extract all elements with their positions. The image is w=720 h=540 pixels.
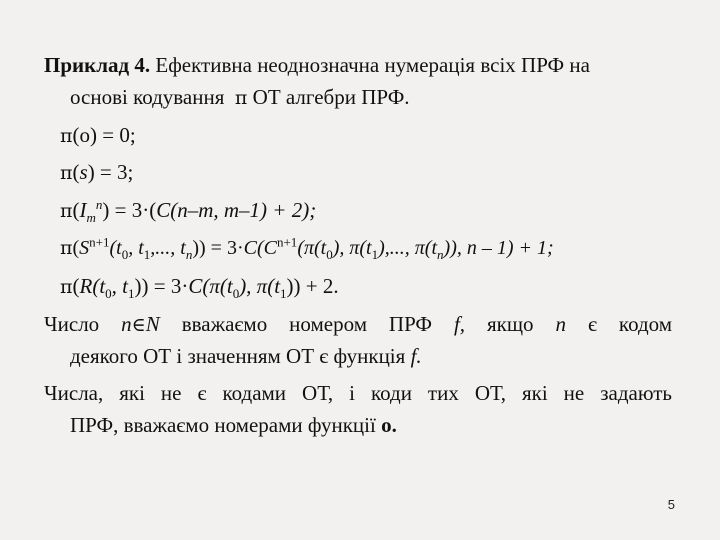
formula-text: )) = 3· [134, 274, 189, 298]
example-text-3: ОТ алгебри ПРФ. [252, 85, 410, 109]
paragraph-text: якщо [487, 312, 534, 336]
pi-symbol: π [234, 87, 248, 109]
formula-text: ( [72, 198, 80, 222]
element-of-symbol: ∈ [131, 314, 146, 336]
formula-text: ), π(t [239, 274, 281, 298]
formula-subscript: 0 [326, 247, 333, 262]
example-text-2: основі кодування [70, 85, 225, 109]
formula-2 [60, 159, 133, 186]
example-text-1: Ефективна неоднозначна нумерація всіх ПРФ на [155, 53, 590, 77]
formula-subscript: m [86, 210, 96, 226]
formula-text: ), π(t [332, 237, 372, 259]
formula-text: ) = 3; [87, 160, 134, 184]
pi-symbol: π [60, 276, 73, 298]
formula-superscript: n [95, 197, 103, 212]
formula-var: C [188, 274, 203, 298]
formula-text: (C [256, 237, 277, 259]
example-heading-line2 [70, 84, 410, 111]
formula-text: (π(t [202, 274, 233, 298]
paragraph-text: вважаємо номером ПРФ [181, 312, 433, 336]
page-number: 5 [667, 497, 675, 512]
formula-text: ) = 3·( [102, 198, 157, 222]
formula-text: )) = 3· [192, 237, 244, 259]
formula-text: (n–m, m–1) + 2); [170, 198, 317, 222]
formula-subscript: 1 [143, 247, 151, 262]
formula-4 [60, 235, 554, 261]
paragraph-text: Числа, які не є кодами ОТ, і коди тих ОТ, які не задають [44, 381, 672, 405]
formula-subscript: 1 [128, 286, 135, 302]
formula-var: s [79, 160, 88, 184]
formula-text: )) + 2. [286, 274, 339, 298]
formula-subscript: 0 [105, 286, 112, 302]
formula-var: N [145, 312, 160, 336]
formula-text: , t [128, 237, 144, 259]
formula-3 [60, 197, 316, 224]
formula-text: ( [72, 160, 80, 184]
formula-var: f. [410, 344, 422, 368]
paragraph-1-line2 [70, 343, 422, 369]
paragraph-text: деякого ОТ і значенням ОТ є функція [70, 344, 406, 368]
formula-text: ),..., π(t [378, 237, 438, 259]
formula-var: C [243, 237, 257, 259]
formula-text: (t [109, 237, 122, 259]
pi-symbol: π [60, 200, 73, 222]
formula-var: n [555, 312, 567, 336]
formula-text: , t [111, 274, 128, 298]
formula-subscript: 0 [121, 247, 129, 262]
formula-var: f, [453, 312, 466, 336]
formula-subscript: 0 [232, 286, 240, 302]
paragraph-2-line1 [44, 380, 672, 406]
formula-subscript: 1 [371, 247, 379, 262]
formula-var: R [79, 274, 93, 298]
formula-subscript: 1 [280, 286, 287, 302]
paragraph-text: є кодом [587, 312, 673, 336]
formula-subscript: n [437, 247, 444, 262]
formula-text: (о) = 0; [72, 123, 136, 147]
formula-var: C [156, 198, 171, 222]
formula-var: S [79, 237, 90, 259]
paragraph-1-line1 [44, 311, 672, 338]
pi-symbol: π [60, 162, 73, 184]
formula-5 [60, 273, 339, 300]
paragraph-2-line2 [70, 412, 397, 438]
formula-text: ( [72, 237, 80, 259]
formula-text: )), n – 1) + 1; [443, 237, 554, 259]
paragraph-text: Число [44, 312, 100, 336]
formula-text: ( [72, 274, 80, 298]
formula-var: I [79, 198, 87, 222]
pi-symbol: π [60, 237, 73, 259]
formula-superscript: n+1 [89, 234, 110, 250]
example-label: Приклад 4. [44, 53, 151, 77]
paragraph-text: ПРФ, вважаємо номерами функції [70, 413, 376, 437]
formula-superscript: n+1 [276, 234, 298, 250]
formula-text: (π(t [297, 237, 327, 259]
formula-var: n [121, 312, 132, 336]
example-heading-line1 [44, 52, 590, 78]
formula-subscript: n [185, 247, 193, 262]
formula-1 [60, 122, 136, 149]
formula-var: о. [381, 413, 397, 437]
formula-text: (t [92, 274, 106, 298]
formula-text: ,..., t [150, 237, 186, 259]
pi-symbol: π [60, 125, 73, 147]
